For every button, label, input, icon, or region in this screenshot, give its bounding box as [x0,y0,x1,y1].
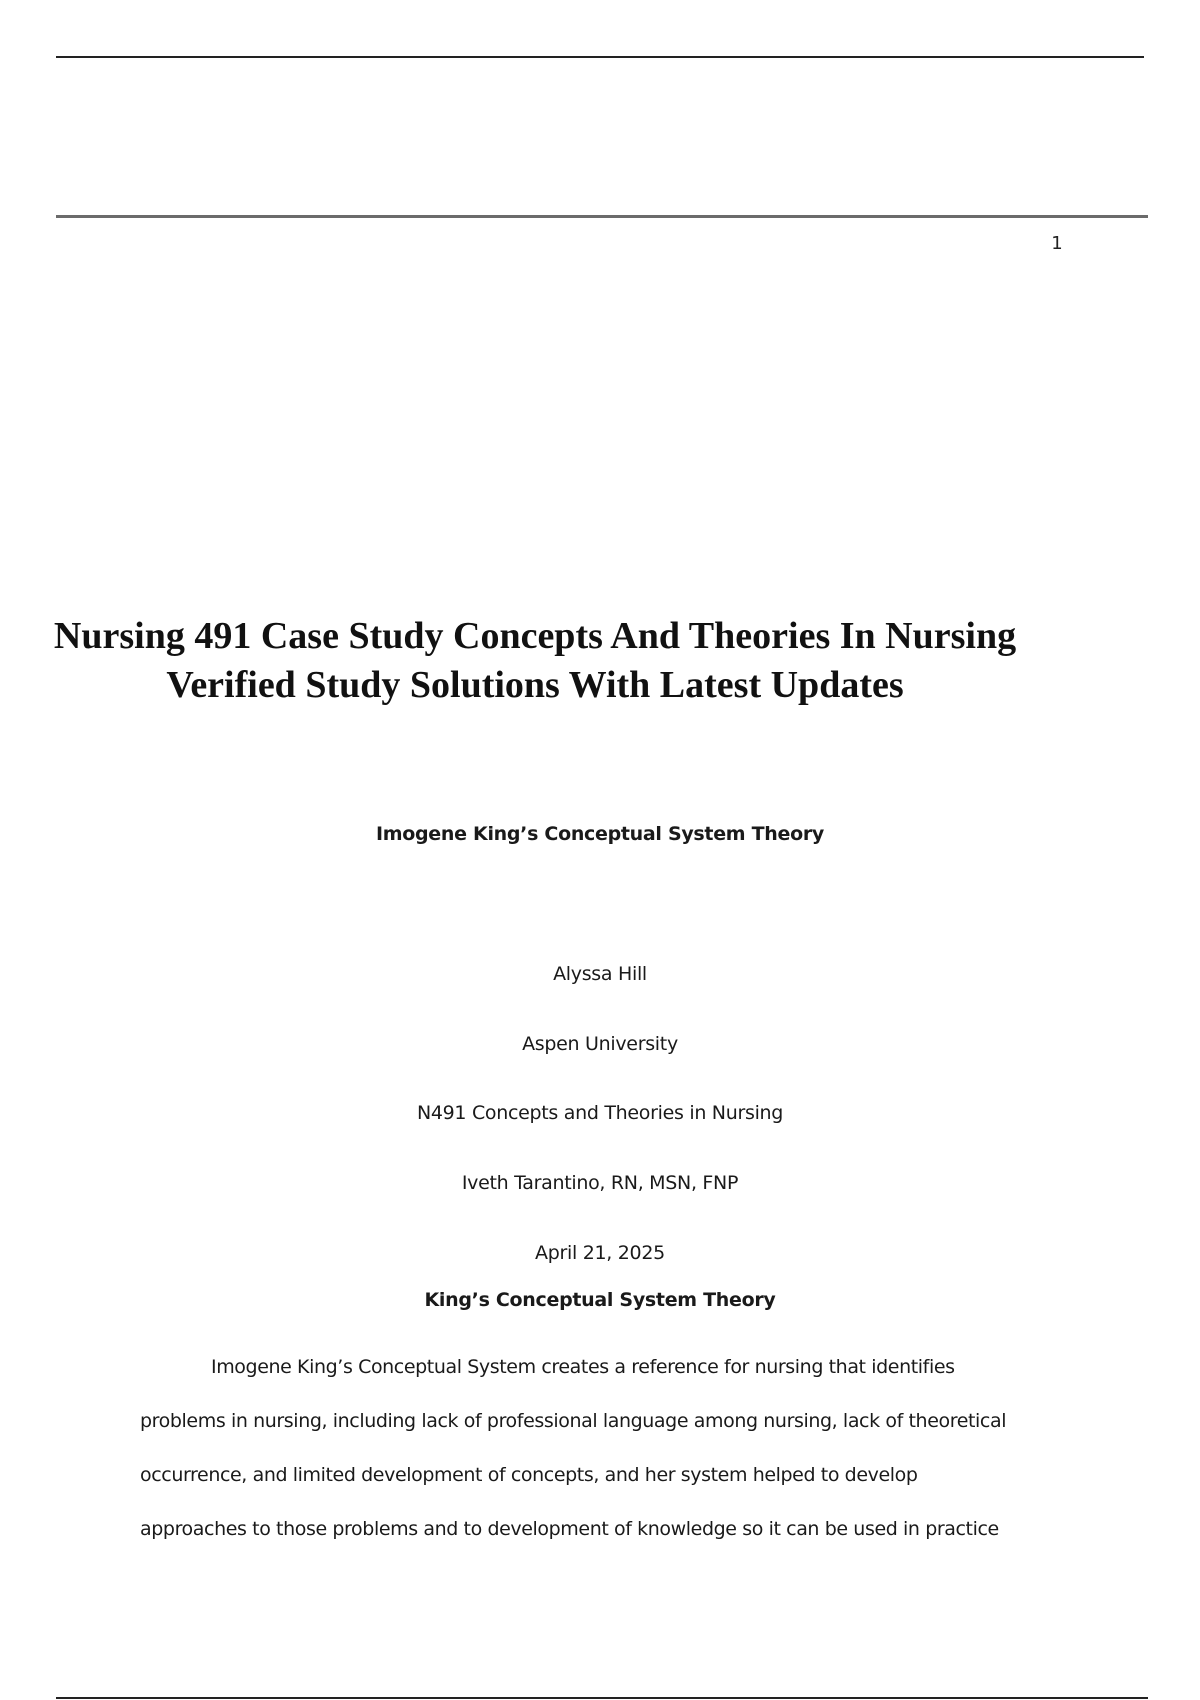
document-title-line-1: Nursing 491 Case Study Concepts And Theories In Nursing [53,615,1017,657]
author-name: Alyssa Hill [553,963,647,985]
institution-name: Aspen University [522,1033,678,1055]
document-title [0,612,1070,710]
course-name: N491 Concepts and Theories in Nursing [416,1102,784,1124]
paper-title: Imogene King’s Conceptual System Theory [375,823,824,845]
bottom-divider [56,1697,1148,1699]
submission-date: April 21, 2025 [535,1242,665,1264]
body-paragraph [140,1340,1080,1556]
page-number: 1 [1051,233,1063,254]
body-line: occurrence, and limited development of concepts, and her system helped to develop [140,1464,918,1486]
document-title-line-2: Verified Study Solutions With Latest Updates [166,664,904,706]
top-divider [56,56,1144,58]
body-line: approaches to those problems and to development of knowledge so it can be used in practice [140,1518,999,1540]
body-line: Imogene King’s Conceptual System creates a reference for nursing that identifies [211,1356,955,1378]
instructor-name: Iveth Tarantino, RN, MSN, FNP [461,1172,739,1194]
body-line: problems in nursing, including lack of professional language among nursing, lack of theoretical [140,1410,1007,1432]
section-heading: King’s Conceptual System Theory [424,1289,776,1311]
header-divider [56,215,1148,218]
